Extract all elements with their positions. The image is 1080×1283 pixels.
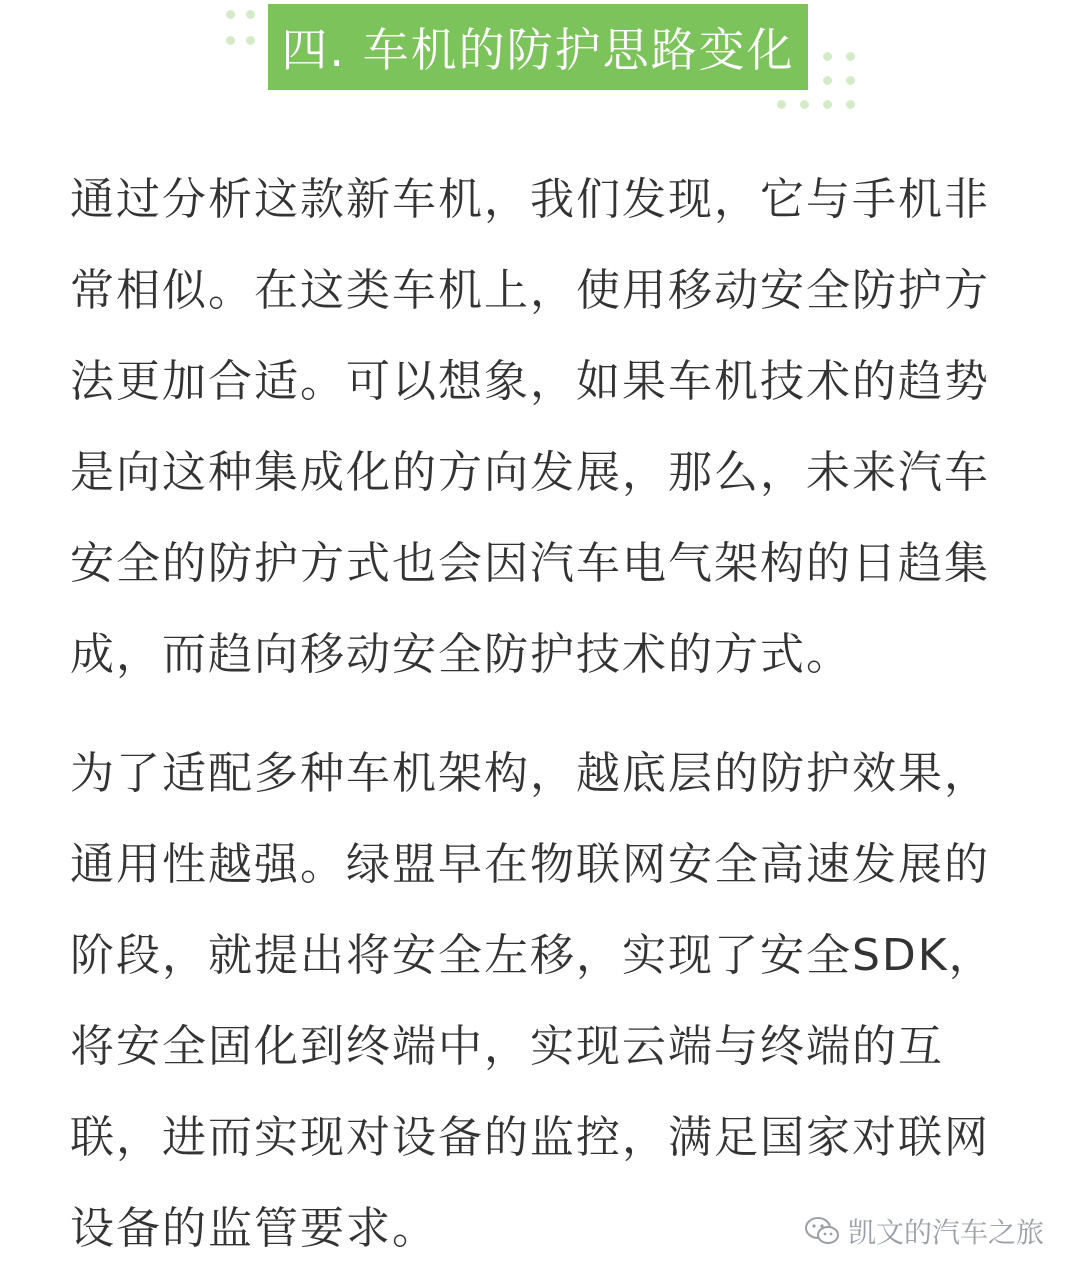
paragraph-line: 是向这种集成化的方向发展，那么，未来汽车	[70, 447, 990, 498]
paragraph-line: 阶段，就提出将安全左移，实现了安全SDK，	[70, 930, 995, 981]
paragraph-line: 联，进而实现对设备的监控，满足国家对联网	[70, 1112, 990, 1163]
paragraph-line: 成，而趋向移动安全防护技术的方式。	[70, 629, 852, 680]
wechat-icon	[804, 1216, 840, 1246]
paragraph-line: 通过分析这款新车机，我们发现，它与手机非	[70, 174, 990, 225]
paragraph-line: 安全的防护方式也会因汽车电气架构的日趋集	[70, 538, 990, 589]
paragraph-line: 法更加合适。可以想象，如果车机技术的趋势	[70, 356, 990, 407]
paragraph-1	[70, 154, 1015, 700]
paragraph-line: 将安全固化到终端中，实现云端与终端的互	[70, 1021, 944, 1072]
watermark	[804, 1211, 1044, 1251]
paragraph-line: 为了适配多种车机架构，越底层的防护效果，	[70, 748, 990, 799]
paragraph-line: 设备的监管要求。	[70, 1203, 438, 1254]
section-heading-text: 四. 车机的防护思路变化	[281, 23, 795, 77]
paragraph-2	[70, 728, 1015, 1274]
paragraph-line: 通用性越强。绿盟早在物联网安全高速发展的	[70, 839, 990, 890]
section-heading	[268, 4, 808, 90]
paragraph-line: 常相似。在这类车机上，使用移动安全防护方	[70, 265, 990, 316]
watermark-text: 凯文的汽车之旅	[847, 1216, 1044, 1249]
